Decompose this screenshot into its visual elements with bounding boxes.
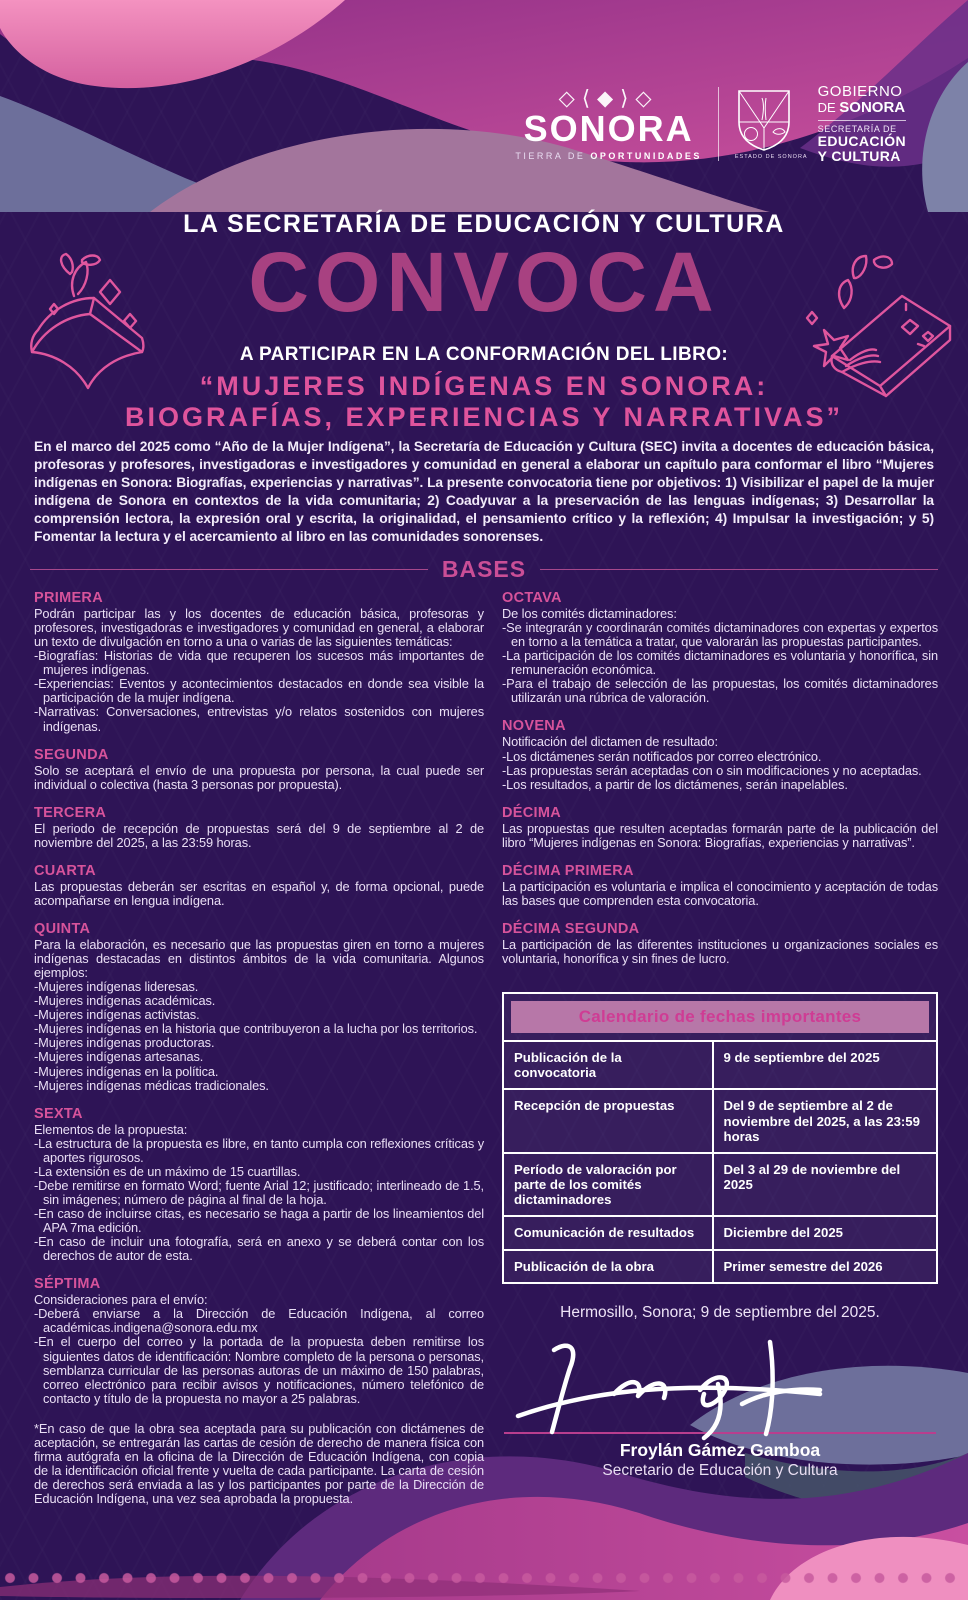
calendar-row [504, 1152, 936, 1216]
section-line: Las propuestas deberán ser escritas en español y, de forma opcional, puede acompañarse en lengua indígena. [34, 878, 484, 908]
section-heading: TERCERA [34, 804, 107, 821]
calendar-label-cell: Publicación de la convocatoria [504, 1042, 714, 1088]
section-line: Elementos de la propuesta: [34, 1121, 188, 1137]
header-logos [515, 84, 906, 163]
gov-line-secretaria: SECRETARÍA DE [817, 123, 897, 134]
section-line: Consideraciones para el envío: [34, 1292, 208, 1308]
calendar-value-cell: 9 de septiembre del 2025 [723, 1050, 880, 1066]
bases-section [502, 805, 938, 850]
section-line: Las propuestas que resulten aceptadas formarán parte de la publicación del libro “Mujeres indígenas en Sonora: Biografías, experiencias y narrativas”. [502, 820, 938, 850]
calendar-value-cell: Del 9 de septiembre al 2 de noviembre del 2025, a las 23:59 horas [723, 1098, 920, 1144]
section-line: -Mujeres indígenas productoras. [34, 1035, 215, 1051]
section-line: -Mujeres indígenas en la historia que contribuyeron a la lucha por los territorios. [34, 1021, 478, 1037]
section-line: -Mujeres indígenas activistas. [34, 1007, 200, 1023]
section-line: -Debe remitirse en formato Word; fuente Arial 12; justificado; interlineado de 1.5, sin imágenes; número de página al final de la hoja. [34, 1177, 484, 1207]
section-line: -Los dictámenes serán notificados por correo electrónico. [502, 748, 822, 764]
gov-line-gobierno: GOBIERNO [817, 83, 903, 100]
section-line: -Mujeres indígenas artesanas. [34, 1049, 204, 1065]
government-logo [735, 84, 906, 163]
gov-line-cultura: Y CULTURA [817, 147, 901, 164]
bases-heading: BASES [441, 556, 527, 582]
section-line: La participación es voluntaria e implica el conocimiento y aceptación de todas las bases que comprenden esta convocatoria. [502, 878, 938, 908]
section-heading: SÉPTIMA [34, 1276, 101, 1293]
bases-left-column [34, 590, 484, 1506]
bases-section [502, 921, 938, 966]
bases-rule-right [540, 569, 938, 571]
gov-line-educacion: EDUCACIÓN [817, 132, 906, 149]
section-line: -Mujeres indígenas académicas. [34, 993, 216, 1009]
calendar-value-cell: Del 3 al 29 de noviembre del 2025 [723, 1161, 901, 1193]
bases-section [34, 863, 484, 908]
calendar-rows [504, 1040, 936, 1282]
section-line: -La extensión es de un máximo de 15 cuartillas. [34, 1163, 301, 1179]
calendar-row [504, 1088, 936, 1152]
signature-block [502, 1328, 938, 1481]
footnote: *En caso de que la obra sea aceptada para su publicación con dictámenes de aceptación, se entregarán las cartas de cesión de derecho de manera física con firma autógrafa en la oficina de la Dirección de Educación Indígena, con copia de la identificación oficial frente y vuelta de cada participante. La carta de cesión de derechos será enviada a las y los participantes por parte de la Dirección de Educación Indígena, una vez sea aprobada la propuesta. [34, 1420, 484, 1507]
sonora-logo [515, 86, 702, 161]
convoca-headline: CONVOCA [248, 235, 720, 329]
section-heading: DÉCIMA SEGUNDA [502, 920, 640, 937]
sonora-logo-tagline [515, 151, 702, 161]
book-title-line2: BIOGRAFÍAS, EXPERIENCIAS Y NARRATIVAS” [124, 402, 844, 432]
section-line: El periodo de recepción de propuestas será del 9 de septiembre al 2 de noviembre del 2025, a las 23:59 horas. [34, 820, 484, 850]
section-line: -Deberá enviarse a la Dirección de Educación Indígena, al correo académicas.indigena@sonora.edu.mx [34, 1306, 484, 1336]
sonora-logo-wordmark: SONORA [523, 108, 694, 150]
gov-logo-rule [818, 120, 906, 121]
section-heading: SEGUNDA [34, 746, 109, 763]
tagline-prefix: TIERRA DE [515, 151, 591, 162]
bases-section [34, 747, 484, 792]
bases-section [502, 590, 938, 705]
section-line: -En el cuerpo del correo y la portada de la propuesta deben remitirse los siguientes datos de identificación: Nombre completo de la persona o personas, semblanza curricular de las personas autoras de un máximo de 150 palabras, correo electrónico para recibir avisos y notificaciones, número telefónico de contacto y título de la propuesta no mayor a 25 palabras. [34, 1334, 484, 1406]
calendar-row [504, 1042, 936, 1088]
book-title-line1: “MUJERES INDÍGENAS EN SONORA: [199, 371, 769, 401]
state-crest [735, 88, 808, 160]
section-line: -En caso de incluirse citas, es necesario se haga a partir de los lineamientos del APA 7ma edición. [34, 1206, 484, 1236]
government-logo-text [818, 84, 906, 163]
section-heading: SEXTA [34, 1105, 83, 1122]
calendar-title: Calendario de fechas importantes [511, 1001, 929, 1033]
calendar-value-cell: Diciembre del 2025 [723, 1225, 844, 1241]
section-heading: NOVENA [502, 718, 566, 735]
section-line: -Los resultados, a partir de los dictámenes, serán inapelables. [502, 776, 848, 792]
tagline-bold: OPORTUNIDADES [590, 151, 702, 162]
calendar-row [504, 1215, 936, 1248]
bases-heading-row [30, 556, 938, 583]
calendar-label-cell: Recepción de propuestas [504, 1090, 714, 1152]
section-line: De los comités dictaminadores: [502, 606, 677, 621]
signature-icon [502, 1328, 832, 1446]
section-line: -Las propuestas serán aceptadas con o sin modificaciones y no aceptadas. [502, 762, 922, 778]
crest-icon [735, 88, 793, 152]
bases-right-column [502, 590, 938, 1481]
section-heading: CUARTA [34, 862, 96, 879]
participation-subtitle: A PARTICIPAR EN LA CONFORMACIÓN DEL LIBRO: [239, 344, 729, 365]
section-line: Para la elaboración, es necesario que las propuestas giren en torno a mujeres indígenas destacadas en distintos ámbitos de la vida comunitaria. Algunos ejemplos: [34, 936, 484, 981]
calendar-label-cell: Publicación de la obra [504, 1251, 714, 1282]
section-line: -En caso de incluir una fotografía, será en anexo y se deberá contar con los derechos de autor de esta. [34, 1234, 484, 1264]
section-heading: DÉCIMA PRIMERA [502, 862, 634, 879]
bases-section [502, 863, 938, 908]
section-line: La participación de las diferentes instituciones u organizaciones sociales es voluntaria, honorífica y sin fines de lucro. [502, 936, 938, 966]
dotted-divider-decoration [4, 1572, 964, 1584]
signatory-name: Froylán Gámez Gamboa [619, 1440, 821, 1461]
calendar-row [504, 1249, 936, 1282]
section-line: -Mujeres indígenas lideresas. [34, 979, 199, 995]
section-line: -Narrativas: Conversaciones, entrevistas y/o relatos sostenidos con mujeres indígenas. [34, 704, 484, 734]
bases-section [34, 590, 484, 734]
organization-title: LA SECRETARÍA DE EDUCACIÓN Y CULTURA [183, 210, 785, 238]
bases-section [34, 1106, 484, 1264]
section-line: -Biografías: Historias de vida que recuperen los sucesos más importantes de mujeres indígenas. [34, 648, 484, 678]
bases-section [34, 805, 484, 850]
dateline: Hermosillo, Sonora; 9 de septiembre del 2025. [560, 1303, 880, 1321]
section-heading: QUINTA [34, 920, 91, 937]
section-line: -Para el trabajo de selección de las propuestas, los comités dictaminadores utilizarán una rúbrica de valoración. [502, 676, 938, 706]
calendar-value-cell: Primer semestre del 2026 [723, 1258, 883, 1274]
section-line: -La estructura de la propuesta es libre, en tanto cumpla con reflexiones críticas y aportes rigurosos. [34, 1135, 484, 1165]
calendar-label-cell: Comunicación de resultados [504, 1217, 714, 1248]
bases-rule-left [30, 569, 428, 571]
bases-section [34, 921, 484, 1093]
calendar-label-cell: Período de valoración por parte de los comités dictaminadores [504, 1154, 714, 1216]
section-heading: OCTAVA [502, 590, 562, 606]
section-line: Notificación del dictamen de resultado: [502, 734, 718, 750]
section-line: -La participación de los comités dictaminadores es voluntaria y honorífica, sin remuneración económica. [502, 648, 938, 678]
section-line: Podrán participar las y los docentes de educación básica, profesoras y profesores, investigadoras e investigadores y comunidad en general, a elaborar un texto de divulgación en torno a una o varias de las siguientes temáticas: [34, 606, 484, 650]
sonora-diamond-pattern-icon: ◇⟨◆⟩◇ [558, 87, 659, 111]
signature-rule [504, 1432, 936, 1435]
gov-line-de-sonora [818, 100, 906, 116]
crest-caption: ESTADO DE SONORA [734, 153, 808, 160]
section-line: -Se integrarán y coordinarán comités dictaminadores con expertas y expertos en torno a la temática a tratar, que valorarán las propuestas participantes. [502, 620, 938, 650]
section-line: -Experiencias: Eventos y acontecimientos destacados en donde sea visible la participación de la mujer indígena. [34, 676, 484, 706]
important-dates-table [502, 992, 938, 1284]
signatory-title: Secretario de Educación y Cultura [602, 1462, 838, 1480]
logo-divider [718, 87, 719, 161]
section-line: Solo se aceptará el envío de una propuesta por persona, la cual puede ser individual o colectiva (hasta 3 personas por propuesta). [34, 762, 484, 792]
intro-paragraph: En el marco del 2025 como “Año de la Mujer Indígena”, la Secretaría de Educación y Cultura (SEC) invita a docentes de educación básica, profesoras y profesores, investigadoras e investigadores y comunidad en general a elaborar un capítulo para conformar el libro “Mujeres indígenas en Sonora: Biografías, experiencias y narrativas”. La presente convocatoria tiene por objetivos: 1) Visibilizar el papel de la mujer indígena de Sonora en contextos de la vida comunitaria; 2) Coadyuvar a la preservación de las lenguas indígenas; 3) Desarrollar la comprensión lectora, la expresión oral y escrita, la originalidad, el pensamiento crítico y la reflexión; 4) Impulsar la investigación; y 5) Fomentar la lectura y el acercamiento al libro en las comunidades sonorenses. [34, 439, 934, 544]
bases-section [502, 718, 938, 791]
section-line: -Mujeres indígenas en la política. [34, 1063, 219, 1079]
section-line: -Mujeres indígenas médicas tradicionales. [34, 1077, 269, 1093]
gov-sonora: SONORA [839, 98, 906, 116]
section-heading: DÉCIMA [502, 804, 561, 821]
right-sections [502, 590, 938, 966]
gov-de: DE [817, 99, 840, 115]
section-heading: PRIMERA [34, 590, 103, 606]
bases-section [34, 1276, 484, 1406]
